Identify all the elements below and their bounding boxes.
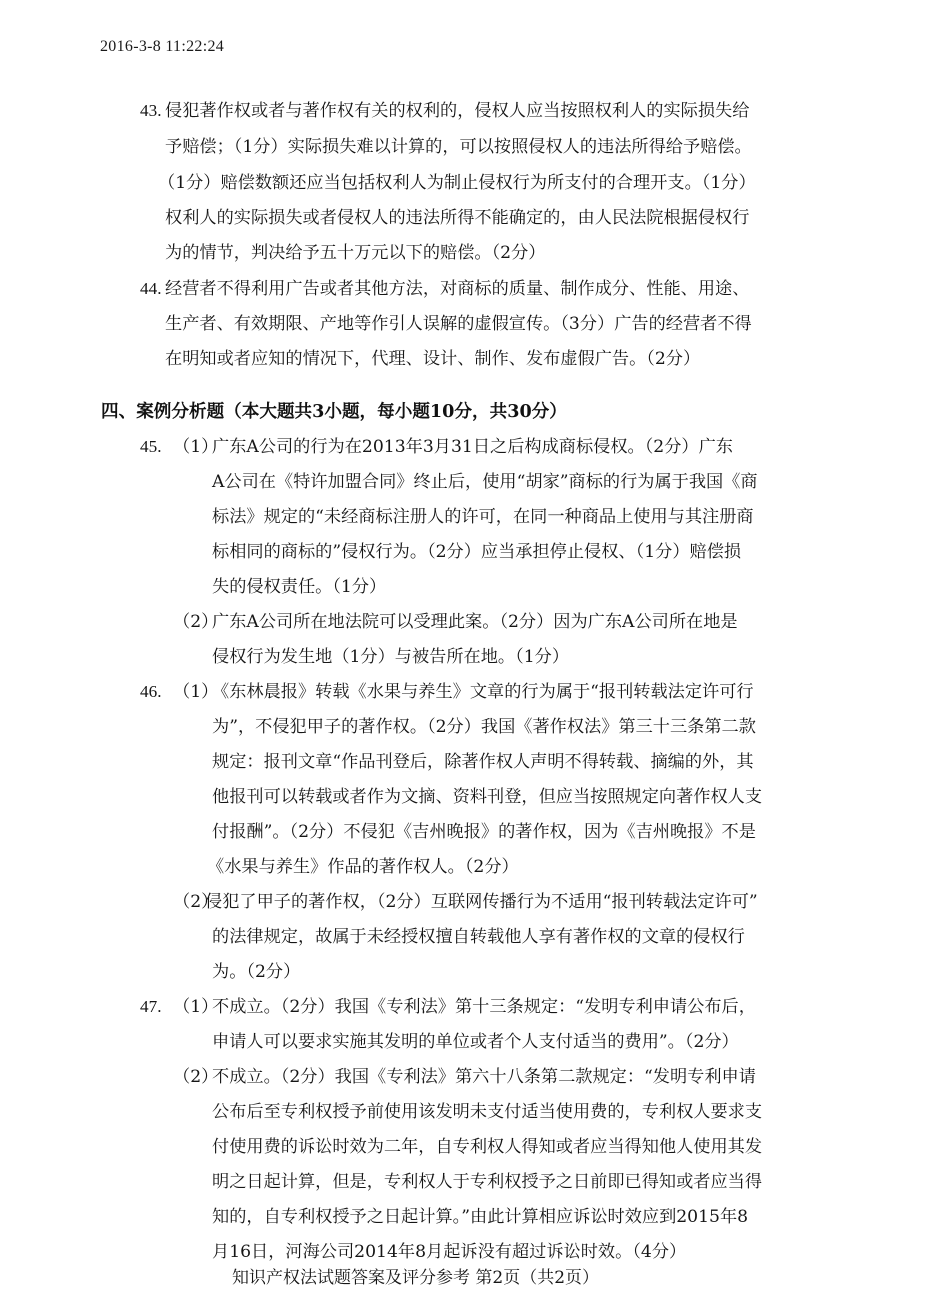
question-number: 43. [140,101,162,120]
answer-line: 广东A公司的行为在2013年3月31日之后构成商标侵权。（2分）广东 [212,437,733,457]
answer-line: 付使用费的诉讼时效为二年，自专利权人得知或者应当得知他人使用其发 [212,1137,763,1157]
answer-line: 生产者、有效期限、产地等作引人误解的虚假宣传。（3分）广告的经营者不得 [165,314,752,334]
subpart-label: （2） [173,892,219,912]
print-timestamp: 2016-3-8 11:22:24 [100,38,225,55]
subpart-label: （1） [173,437,219,457]
answer-line: 明之日起计算，但是，专利权人于专利权授予之日前即已得知或者应当得 [212,1172,763,1192]
answer-line: 在明知或者应知的情况下，代理、设计、制作、发布虚假广告。（2分） [165,349,701,369]
answer-line: 权利人的实际损失或者侵权人的违法所得不能确定的，由人民法院根据侵权行 [165,208,750,228]
answer-line: 知的，自专利权授予之日起计算。”由此计算相应诉讼时效应到2015年8 [212,1207,749,1227]
answer-line: 月16日，河海公司2014年8月起诉没有超过诉讼时效。（4分） [212,1242,687,1262]
answer-line: 标法》规定的“未经商标注册人的许可，在同一种商品上使用与其注册商 [212,507,754,527]
answer-line: 付报酬”。（2分）不侵犯《吉州晚报》的著作权，因为《吉州晚报》不是 [212,822,756,842]
answer-line: 不成立。（2分）我国《专利法》第十三条规定：“发明专利申请公布后， [212,997,756,1017]
answer-line: 申请人可以要求实施其发明的单位或者个人支付适当的费用”。（2分） [212,1032,739,1052]
answer-line: 为的情节，判决给予五十万元以下的赔偿。（2分） [165,243,546,263]
answer-line: 他报刊可以转载或者作为文摘、资料刊登，但应当按照规定向著作权人支 [212,787,763,807]
answer-line: 标相同的商标的”侵权行为。（2分）应当承担停止侵权、（1分）赔偿损 [212,542,742,562]
question-number: 46. [140,682,162,701]
question-number: 47. [140,997,162,1016]
answer-line: 予赔偿；（1分）实际损失难以计算的，可以按照侵权人的违法所得给予赔偿。 [165,137,752,157]
answer-line: 的法律规定，故属于未经授权擅自转载他人享有著作权的文章的侵权行 [212,927,745,947]
subpart-label: （1） [173,682,219,702]
question-number: 45. [140,437,162,456]
answer-line: 失的侵权责任。（1分） [212,577,387,597]
answer-line: 侵犯了甲子的著作权，（2分）互联网传播行为不适用“报刊转载法定许可” [205,892,758,912]
answer-line: 广东A公司所在地法院可以受理此案。（2分）因为广东A公司所在地是 [212,612,738,632]
page-footer: 知识产权法试题答案及评分参考 第2页（共2页） [232,1268,600,1288]
answer-line: 不成立。（2分）我国《专利法》第六十八条第二款规定：“发明专利申请 [212,1067,756,1087]
answer-line: A公司在《特许加盟合同》终止后，使用“胡家”商标的行为属于我国《商 [212,472,758,492]
answer-line: （1分）赔偿数额还应当包括权利人为制止侵权行为所支付的合理开支。（1分） [158,173,756,193]
subpart-label: （1） [173,997,219,1017]
answer-line: 《水果与养生》作品的著作权人。（2分） [207,857,519,877]
subpart-label: （2） [173,1067,219,1087]
section-heading: 四、案例分析题（本大题共3小题，每小题10分，共30分） [101,401,567,422]
answer-line: 侵犯著作权或者与著作权有关的权利的，侵权人应当按照权利人的实际损失给 [165,101,750,121]
answer-line: 规定：报刊文章“作品刊登后，除著作权人声明不得转载、摘编的外，其 [212,752,754,772]
answer-line: 为。（2分） [212,962,301,982]
answer-line: 《东林晨报》转载《水果与养生》文章的行为属于“报刊转载法定许可行 [212,682,754,702]
subpart-label: （2） [173,612,219,632]
question-number: 44. [140,279,162,298]
answer-line: 侵权行为发生地（1分）与被告所在地。（1分） [212,647,570,667]
answer-line: 经营者不得利用广告或者其他方法，对商标的质量、制作成分、性能、用途、 [165,279,750,299]
answer-line: 为”，不侵犯甲子的著作权。（2分）我国《著作权法》第三十三条第二款 [212,717,756,737]
answer-line: 公布后至专利权授予前使用该发明未支付适当使用费的，专利权人要求支 [212,1102,763,1122]
